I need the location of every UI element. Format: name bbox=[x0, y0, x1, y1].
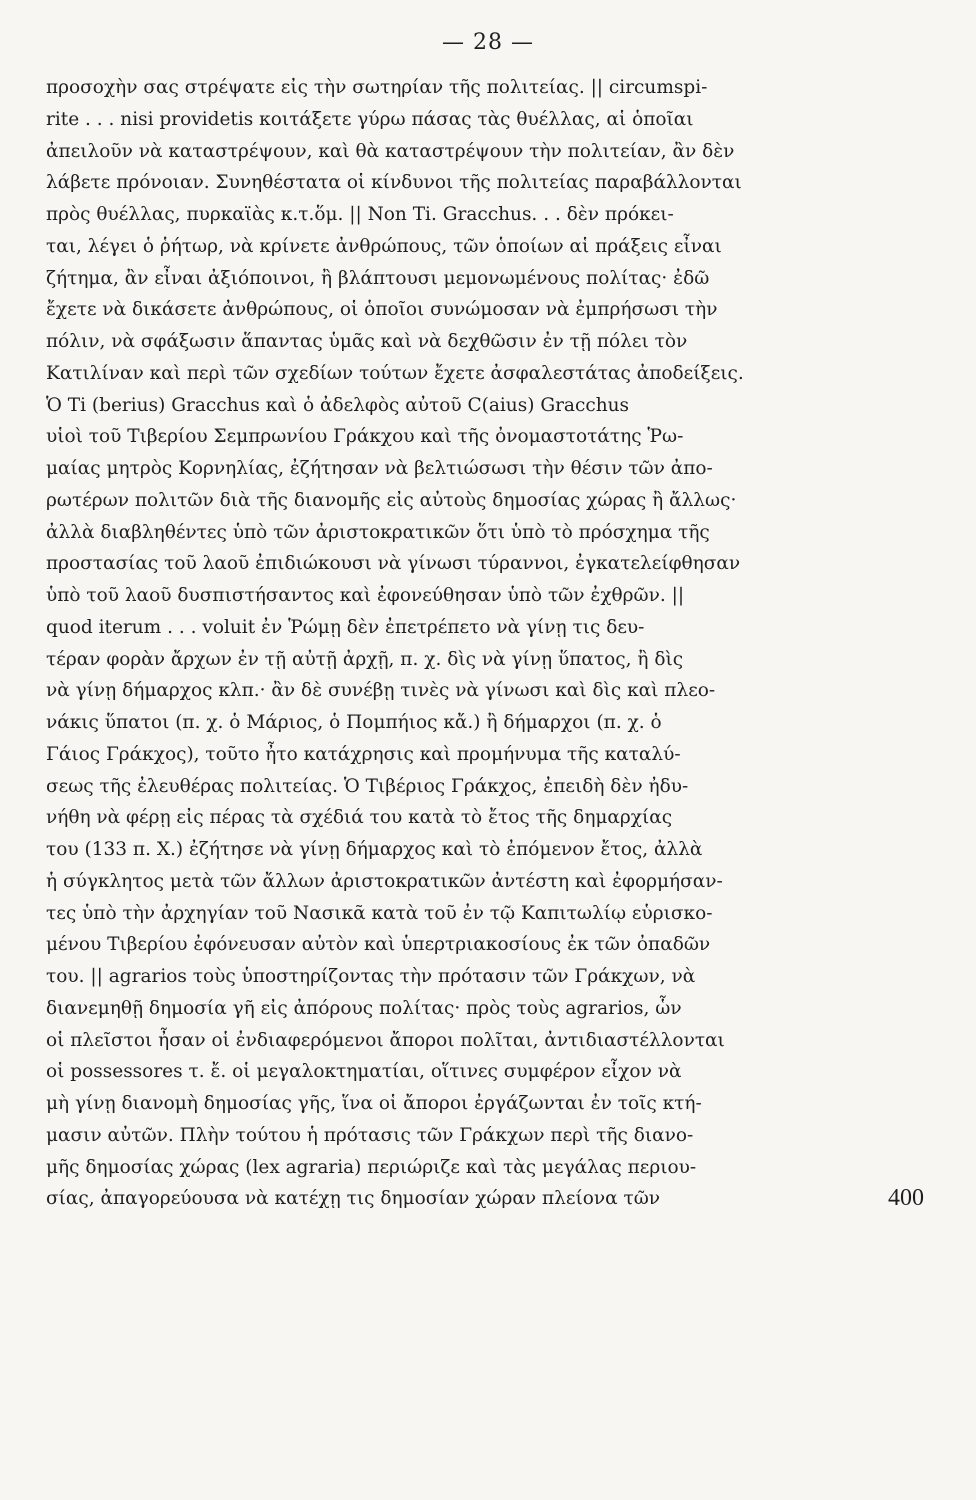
text-line: ζήτημα, ἂν εἶναι ἀξιόποινοι, ἢ βλάπτουσι μεμονωμένους πολίτας· ἐδῶ bbox=[46, 267, 710, 289]
text-line: rite . . . nisi providetis κοιτάξετε γύρω πάσας τὰς θυέλλας, αἱ ὁποῖαι bbox=[46, 108, 694, 130]
text-line: ἀλλὰ διαβληθέντες ὑπὸ τῶν ἀριστοκρατικῶν ὅτι ὑπὸ τὸ πρόσχημα τῆς bbox=[46, 521, 710, 543]
page-number: — 28 — bbox=[442, 30, 534, 55]
text-line: μαίας μητρὸς Κορνηλίας, ἐζήτησαν νὰ βελτιώσωσι τὴν θέσιν τῶν ἀπο- bbox=[46, 458, 713, 479]
text-line: νὰ γίνῃ δήμαρχος κλπ.· ἂν δὲ συνέβῃ τινὲς νὰ γίνωσι καὶ δὶς καὶ πλεο- bbox=[46, 680, 716, 702]
text-line: οἱ πλεῖστοι ἦσαν οἱ ἐνδιαφερόμενοι ἄποροι πολῖται, ἀντιδιαστέλλονται bbox=[46, 1029, 725, 1051]
text-line: quod iterum . . . voluit ἐν Ῥώμῃ δὲν ἐπετρέπετο νὰ γίνῃ τις δευ- bbox=[46, 616, 645, 638]
text-line: σεως τῆς ἐλευθέρας πολιτείας. Ὁ Τιβέριος Γράκχος, ἐπειδὴ δὲν ἠδυ- bbox=[46, 775, 689, 797]
text-line: Ὁ Ti (berius) Gracchus καὶ ὁ ἀδελφὸς αὐτοῦ C(aius) Gracchus bbox=[46, 394, 630, 416]
margin-number: 400 bbox=[888, 1185, 924, 1212]
text-line: νάκις ὕπατοι (π. χ. ὁ Μάριος, ὁ Πομπήιος κἄ.) ἢ δήμαρχοι (π. χ. ὁ bbox=[46, 712, 662, 733]
text-line: του. || agrarios τοὺς ὑποστηρίζοντας τὴν πρότασιν τῶν Γράκχων, νὰ bbox=[46, 966, 696, 987]
text-line: ὑπὸ τοῦ λαοῦ δυσπιστήσαντος καὶ ἐφονεύθησαν ὑπὸ τῶν ἐχθρῶν. || bbox=[46, 585, 685, 606]
text-line: ἀπειλοῦν νὰ καταστρέψουν, καὶ θὰ καταστρέψουν τὴν πολιτείαν, ἂν δὲν bbox=[46, 140, 735, 162]
text-line: ρωτέρων πολιτῶν διὰ τῆς διανομῆς εἰς αὐτοὺς δημοσίας χώρας ἢ ἄλλως· bbox=[46, 489, 737, 511]
text-line: Κατιλίναν καὶ περὶ τῶν σχεδίων τούτων ἔχετε ἀσφαλεστάτας ἀποδείξεις. bbox=[46, 362, 744, 384]
text-line: προστασίας τοῦ λαοῦ ἐπιδιώκουσι νὰ γίνωσι τύραννοι, ἐγκατελείφθησαν bbox=[46, 553, 741, 575]
body-text bbox=[46, 72, 924, 1215]
text-line: του (133 π. Χ.) ἐζήτησε νὰ γίνῃ δήμαρχος καὶ τὸ ἐπόμενον ἔτος, ἀλλὰ bbox=[46, 839, 703, 860]
text-line: τες ὑπὸ τὴν ἀρχηγίαν τοῦ Νασικᾶ κατὰ τοῦ ἐν τῷ Καπιτωλίῳ εὑρισκο- bbox=[46, 902, 713, 924]
text-line: πόλιν, νὰ σφάξωσιν ἅπαντας ὑμᾶς καὶ νὰ δεχθῶσιν ἐν τῇ πόλει τὸν bbox=[46, 331, 688, 352]
text-line: πρὸς θυέλλας, πυρκαϊὰς κ.τ.ὅμ. || Non Ti. Gracchus. . . δὲν πρόκει- bbox=[46, 204, 674, 225]
text-line: τέραν φορὰν ἄρχων ἐν τῇ αὐτῇ ἀρχῇ, π. χ. δὶς νὰ γίνῃ ὕπατος, ἢ δὶς bbox=[46, 648, 684, 670]
text-line: οἱ possessores τ. ἔ. οἱ μεγαλοκτηματίαι, οἵτινες συμφέρον εἶχον νὰ bbox=[46, 1061, 682, 1083]
text-line: μὴ γίνῃ διανομὴ δημοσίας γῆς, ἵνα οἱ ἄποροι ἐργάζωνται ἐν τοῖς κτή- bbox=[46, 1093, 702, 1114]
text-line: λάβετε πρόνοιαν. Συνηθέστατα οἱ κίνδυνοι τῆς πολιτείας παραβάλλονται bbox=[46, 172, 742, 194]
text-line: μῆς δημοσίας χώρας (lex agraria) περιώριζε καὶ τὰς μεγάλας περιου- bbox=[46, 1156, 697, 1178]
text-line: μασιν αὐτῶν. Πλὴν τούτου ἡ πρότασις τῶν Γράκχων περὶ τῆς διανο- bbox=[46, 1124, 694, 1146]
text-line: διανεμηθῇ δημοσία γῆ εἰς ἀπόρους πολίτας· πρὸς τοὺς agrarios, ὧν bbox=[46, 997, 682, 1019]
text-line: ἡ σύγκλητος μετὰ τῶν ἄλλων ἀριστοκρατικῶν ἀντέστη καὶ ἐφορμήσαν- bbox=[46, 870, 723, 892]
text-line: υἱοὶ τοῦ Τιβερίου Σεμπρωνίου Γράκχου καὶ τῆς ὀνομαστοτάτης Ῥω- bbox=[46, 426, 684, 448]
text-line: προσοχὴν σας στρέψατε εἰς τὴν σωτηρίαν τῆς πολιτείας. || circumspi- bbox=[46, 77, 708, 98]
text-line: μένου Τιβερίου ἐφόνευσαν αὐτὸν καὶ ὑπερτριακοσίους ἐκ τῶν ὀπαδῶν bbox=[46, 934, 711, 956]
text-line: ἔχετε νὰ δικάσετε ἀνθρώπους, οἱ ὁποῖοι συνώμοσαν νὰ ἐμπρήσωσι τὴν bbox=[46, 299, 718, 321]
text-line: σίας, ἀπαγορεύουσα νὰ κατέχῃ τις δημοσίαν χώραν πλείονα τῶν 400 bbox=[46, 1183, 914, 1215]
text-line: Γάιος Γράκχος), τοῦτο ἦτο κατάχρησις καὶ προμήνυμα τῆς καταλύ- bbox=[46, 743, 681, 765]
text-line: ται, λέγει ὁ ῥήτωρ, νὰ κρίνετε ἀνθρώπους, τῶν ὁποίων αἱ πράξεις εἶναι bbox=[46, 235, 722, 257]
text-line: νήθη νὰ φέρῃ εἰς πέρας τὰ σχέδιά του κατὰ τὸ ἔτος τῆς δημαρχίας bbox=[46, 807, 673, 829]
